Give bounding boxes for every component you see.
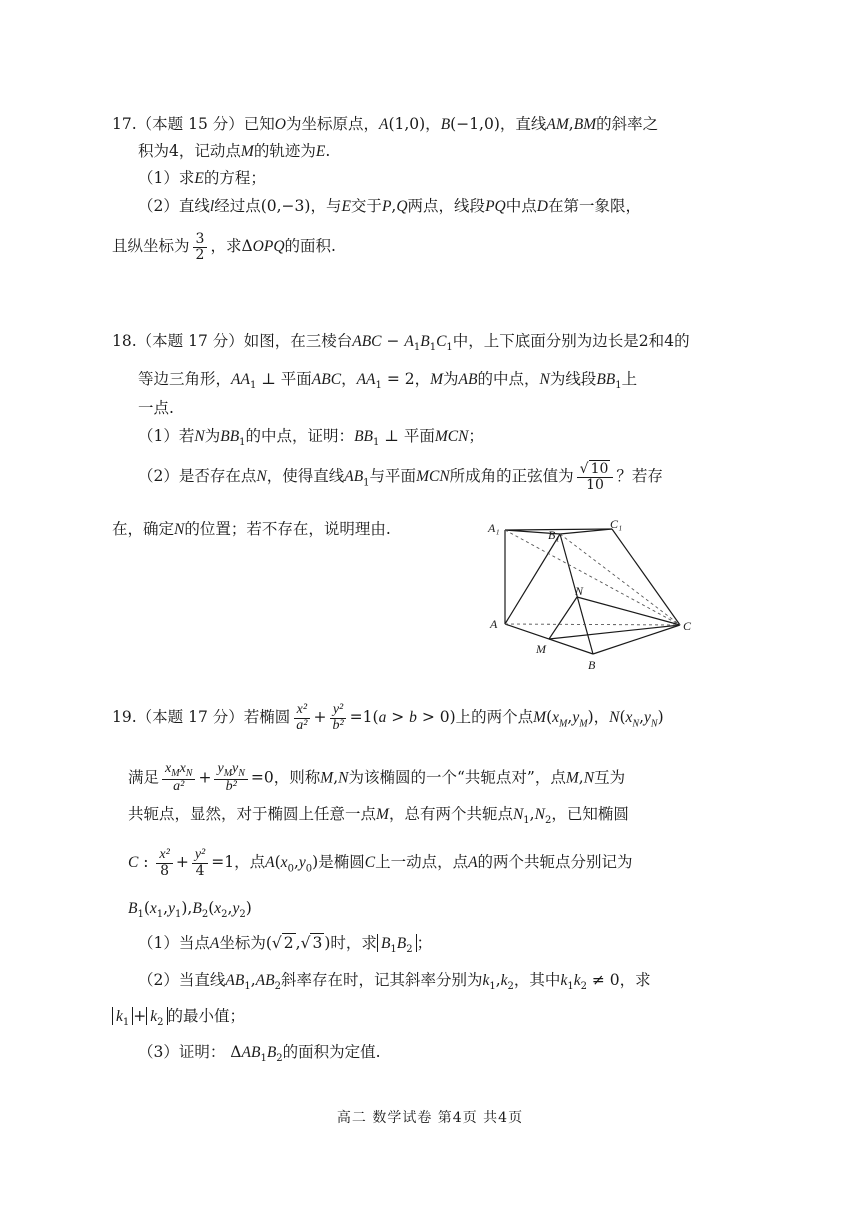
q17-part-1: （1）求E的方程； [138, 169, 266, 187]
q19-part-3: （3）证明： $\Delta AB_1B_2$的面积为定值. [138, 1043, 381, 1065]
label-n: N [575, 584, 584, 598]
q18-part-2-cont: 在，确定N的位置；若不存在，说明理由. [112, 520, 391, 538]
q19-line-2: 满足 $\frac{x_Mx_N}{\text{a²}}$ + $\frac{y_My_N}{\text{b²}}$ =0，则称M,N为该椭圆的一个“共轭点对”，点M,N互为 [128, 761, 626, 795]
line-a-b1 [505, 534, 560, 624]
q17-part-2-cont: 且纵坐标为 $\frac{3}{2}$ ，求ΔOPQ的面积. [112, 231, 336, 263]
q19-part-1: （1）当点A坐标为(√ 2 ,√ 3 )时，求 $B_1B_2$ ； [138, 934, 433, 956]
q18-part-2: （2）是否存在点N，使得直线$AB_1$与平面MCN所成角的正弦值为 $\frac{√ 10}{10}$ ？若存 [138, 461, 663, 493]
q19-line-4: C : $\frac{\text{x²}}{8}$ + $\frac{\text{y²}}{4}$ =1，点$A(x_0,y_0)$是椭圆C上一动点，点A的两个共轭点分别记为 [128, 847, 633, 879]
q19-line-5: $B_1(x_1,y_1),B_2(x_2,y_2)$ [128, 899, 252, 921]
line-a1-c-hidden [505, 530, 680, 625]
q19-line-3: 共轭点，显然，对于椭圆上任意一点M，总有两个共轭点$N_1,N_2$，已知椭圆 [128, 805, 629, 827]
q19-part-2: （2）当直线$AB_1,AB_2$斜率存在时，记其斜率分别为$k_1,k_2$，其中$k_1k_2 \ne 0$，求 [138, 971, 651, 993]
line-n-c [577, 597, 680, 625]
page-footer: 高二 数学试卷 第4页 共4页 [336, 1110, 524, 1126]
q17-part-2: （2）直线l经过点(0,−3)，与E交于P,Q两点，线段PQ中点D在第一象限， [138, 197, 641, 215]
label-c: C [683, 619, 692, 633]
line-b1-c-hidden [560, 534, 680, 625]
q18-part-1: （1）若N为$BB_1$的中点，证明：$BB_1$ ⊥ 平面MCN； [138, 427, 484, 449]
q17-line-2: 积为4，记动点M的轨迹为E. [138, 142, 331, 160]
q18-line-3: 一点. [138, 399, 174, 417]
fraction-3-2: $\frac{3}{2}$ [193, 232, 208, 262]
label-b: B [588, 658, 596, 672]
fraction-sqrt10-10: $\frac{√ 10}{10}$ [577, 462, 614, 492]
label-m: M [536, 642, 546, 656]
q18-line-2: 等边三角形，$AA_1$ ⊥ 平面ABC，$AA_1 = 2$，M为AB的中点，N为线段$BB_1$上 [138, 370, 638, 392]
prism-figure [480, 512, 710, 677]
label-b1: B₁ [548, 528, 560, 542]
label-a1: A₁ [488, 521, 500, 535]
label-a: A [490, 617, 498, 631]
q19-line-1: 19.（本题 17 分）若椭圆 $\frac{\text{x²}}{\text{a²}}$ + $\frac{\text{y²}}{\text{b²}}$ =1(a > b > 0)上的两个点$M(x_M,y_M)$，$N(x_N,y_N)$ [112, 702, 664, 733]
q18-line-1: 18.（本题 17 分）如图，在三棱台ABC − $A_1B_1C_1$中，上下底面分别为边长是2和4的 [112, 332, 690, 354]
q19-part-2-cont: $k_1 + k_2$ 的最小值； [112, 1004, 245, 1035]
line-m-n [549, 597, 577, 639]
edge-c-c1 [612, 529, 680, 625]
q17-line-1: 17.（本题 15 分）已知O为坐标原点，A(1,0)，B(−1,0)，直线AM,BM的斜率之 [112, 115, 659, 133]
label-c1: C₁ [610, 517, 623, 531]
edge-a-c-hidden [505, 624, 680, 625]
